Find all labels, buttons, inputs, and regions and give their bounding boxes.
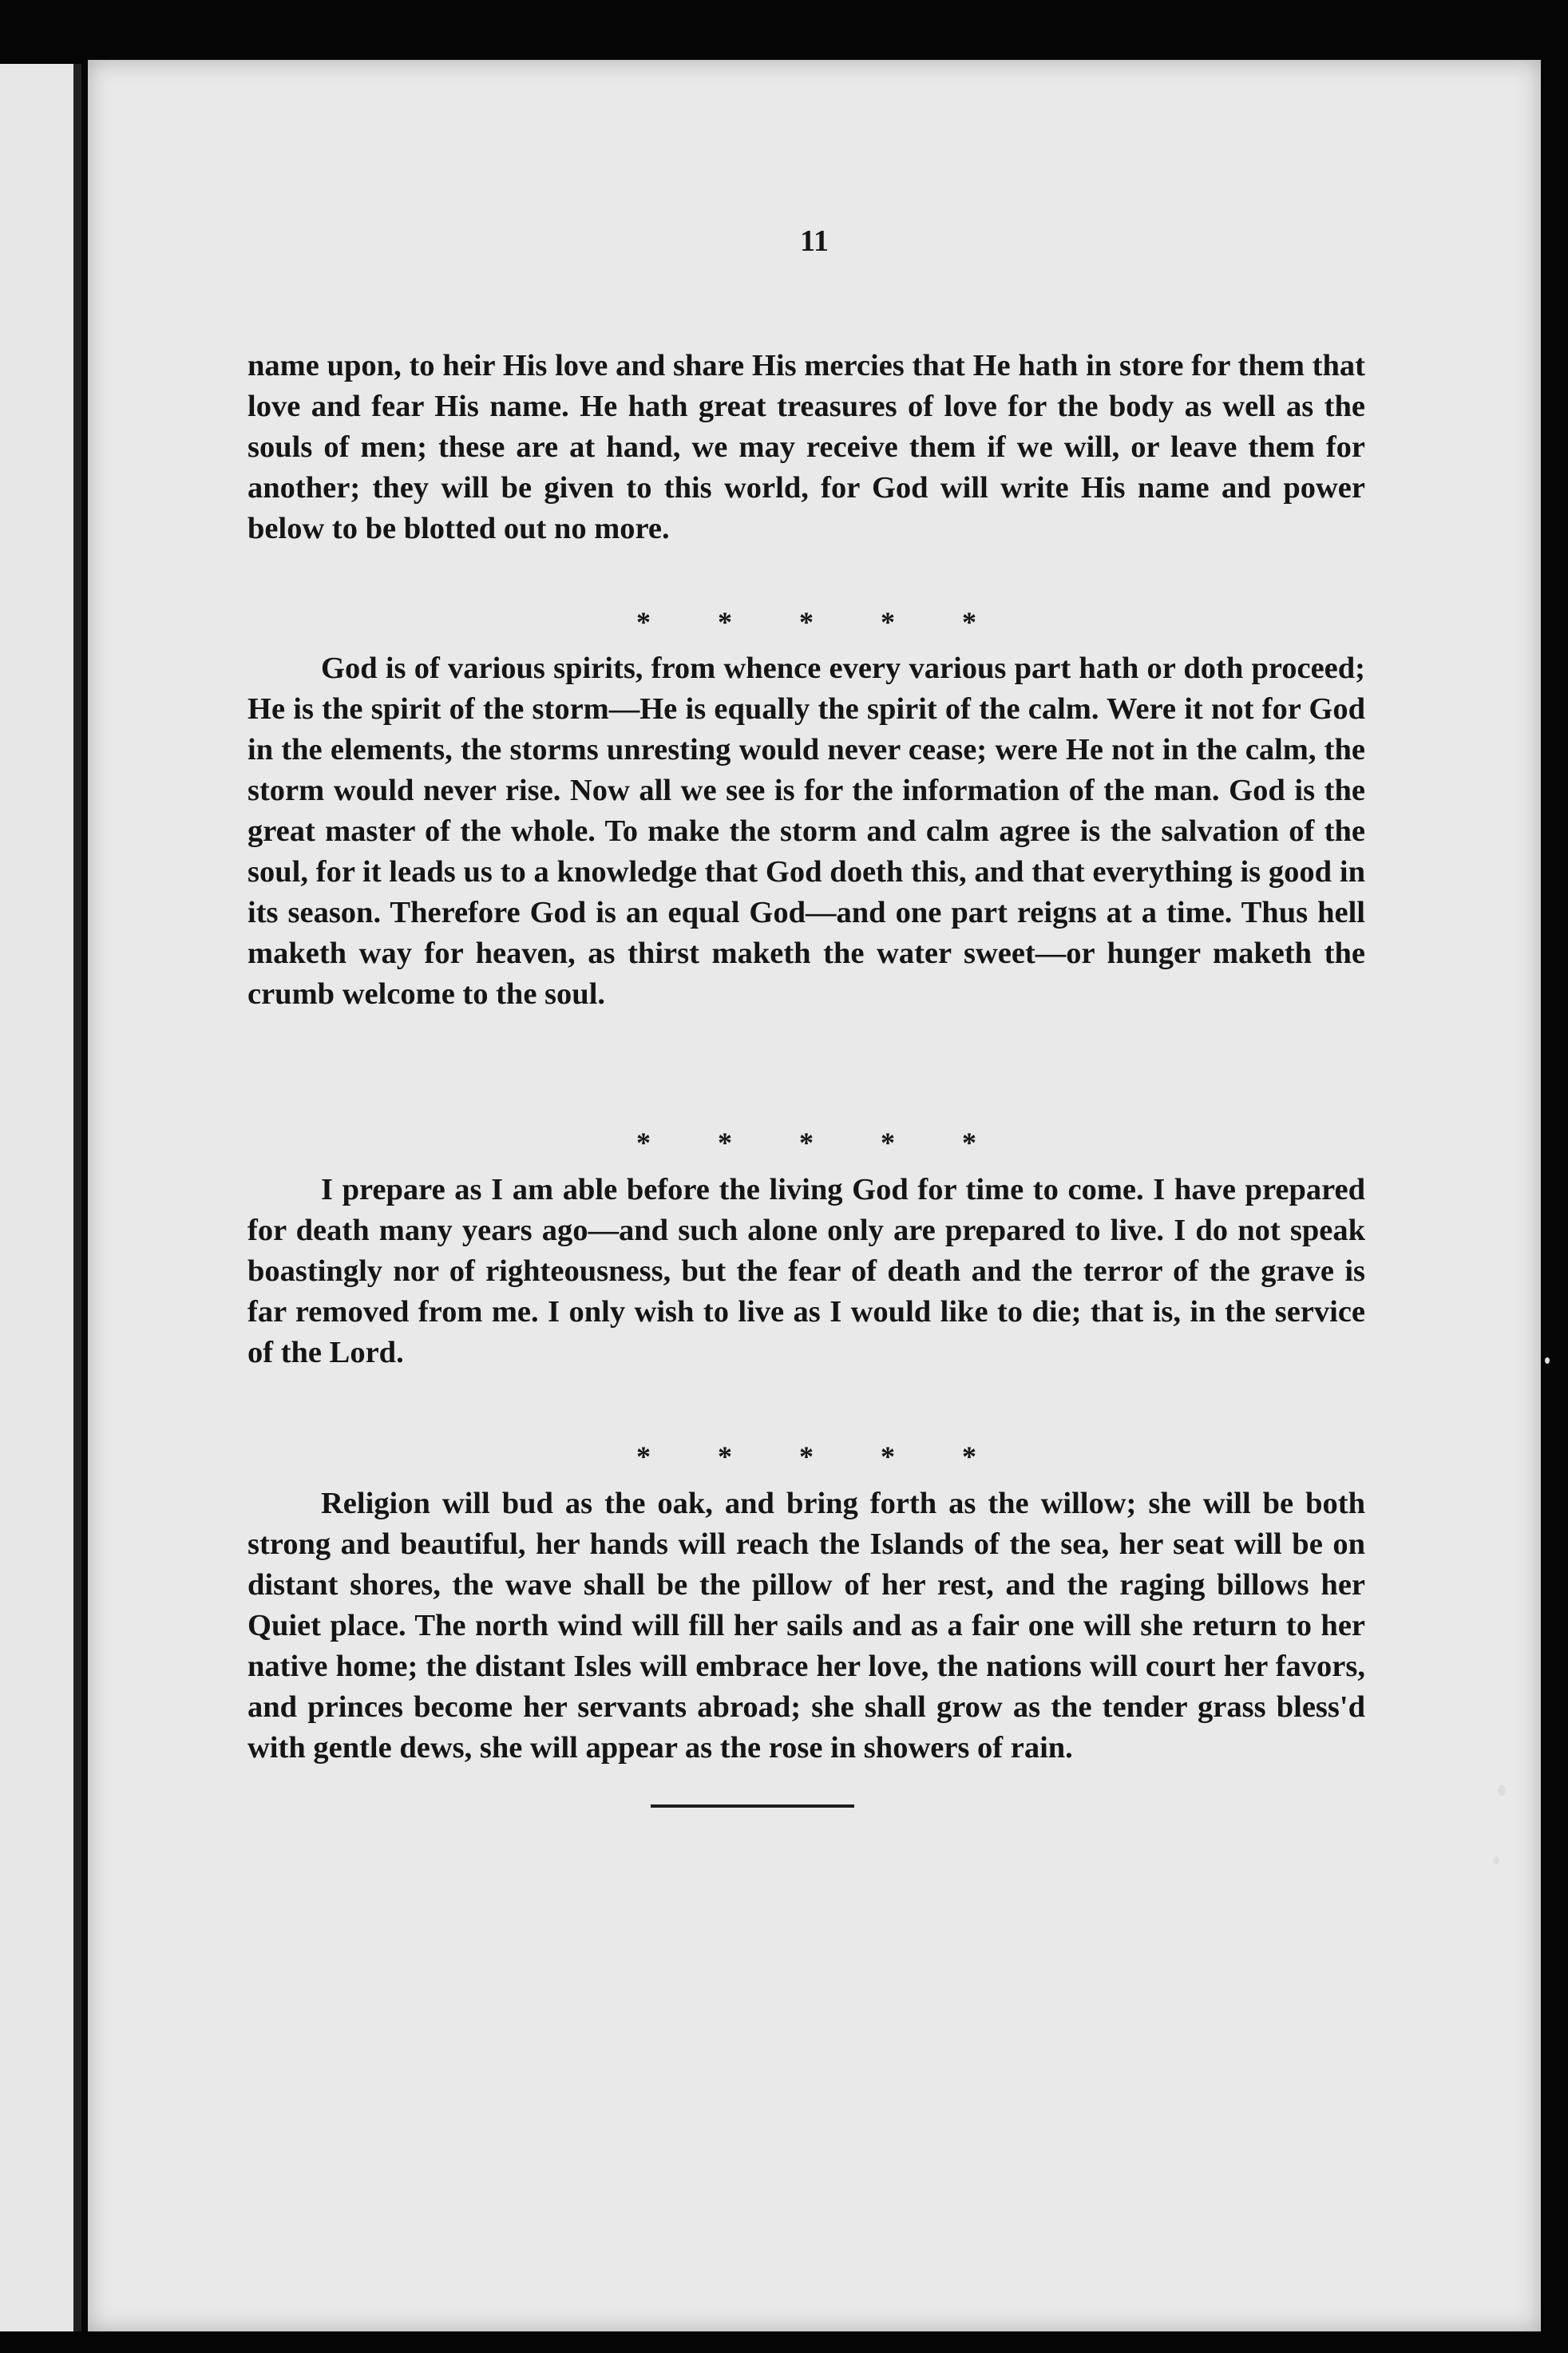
paragraph-text: I prepare as I am able before the living God for time to come. I have prepared for death many years ago—and such alone only are prepared to live. I do not speak boastingly nor of righteousness, but the fear of death and the terror of the grave is far removed from me. I only wish to live as I would like to die; that is, in the service of the Lord. <box>247 1173 1365 1369</box>
paragraph-text: Religion will bud as the oak, and bring forth as the willow; she will be both strong and beautiful, her hands will reach the Islands of the sea, her seat will be on distant shores, the wave shall be the pillow of her rest, and the raging billows her Quiet place. The north wind will fill her sails and as a fair one will she return to her native home; the distant Isles will embrace her love, the nations will court her favors, and princes become her servants abroad; she shall grow as the tender grass bless'd with gentle dews, she will appear as the rose in showers of rain. <box>247 1487 1365 1765</box>
section-separator-1 <box>247 605 1365 639</box>
previous-page-edge <box>0 64 81 2331</box>
separator-star: * <box>718 1127 732 1159</box>
separator-star: * <box>881 606 895 638</box>
separator-star: * <box>962 1440 976 1472</box>
separator-star: * <box>962 606 976 638</box>
separator-star: * <box>718 606 732 638</box>
separator-star: * <box>881 1440 895 1472</box>
separator-star: * <box>962 1127 976 1159</box>
separator-star: * <box>799 1440 814 1472</box>
scan-speck <box>1493 1856 1499 1864</box>
bottom-rule <box>651 1804 854 1808</box>
paragraph-text: name upon, to heir His love and share His mercies that He hath in store for them that love and fear His name. He hath great treasures of love for the body as well as the souls of men; these are at hand, we may receive them if we will, or leave them for another; they will be given to this world, for God will write His name and power below to be blotted out no more. <box>247 349 1365 545</box>
scan-speck <box>1545 1357 1550 1364</box>
section-separator-2 <box>247 1126 1365 1159</box>
separator-star: * <box>636 1127 651 1159</box>
separator-star: * <box>718 1440 732 1472</box>
separator-star: * <box>636 606 651 638</box>
separator-star: * <box>636 1440 651 1472</box>
page-number: 11 <box>800 224 829 258</box>
section-separator-3 <box>247 1440 1365 1473</box>
book-page <box>88 60 1541 2331</box>
scan-speck <box>1498 1785 1506 1796</box>
paragraph-4 <box>247 1483 1365 1769</box>
separator-star: * <box>881 1127 895 1159</box>
separator-star: * <box>799 606 814 638</box>
paragraph-3 <box>247 1170 1365 1373</box>
paragraph-text: God is of various spirits, from whence every various part hath or doth proceed; He is the spirit of the storm—He is equally the spirit of the calm. Were it not for God in the elements, the storms unresting would never cease; were He not in the calm, the storm would never rise. Now all we see is for the information of the man. God is the great master of the whole. To make the storm and calm agree is the salvation of the soul, for it leads us to a knowledge that God doeth this, and that everything is good in its season. Therefore God is an equal God—and one part reigns at a time. Thus hell maketh way for heaven, as thirst maketh the water sweet—or hunger maketh the crumb welcome to the soul. <box>247 652 1365 1011</box>
paragraph-1 <box>247 346 1365 549</box>
separator-star: * <box>799 1127 814 1159</box>
paragraph-2 <box>247 648 1365 1015</box>
